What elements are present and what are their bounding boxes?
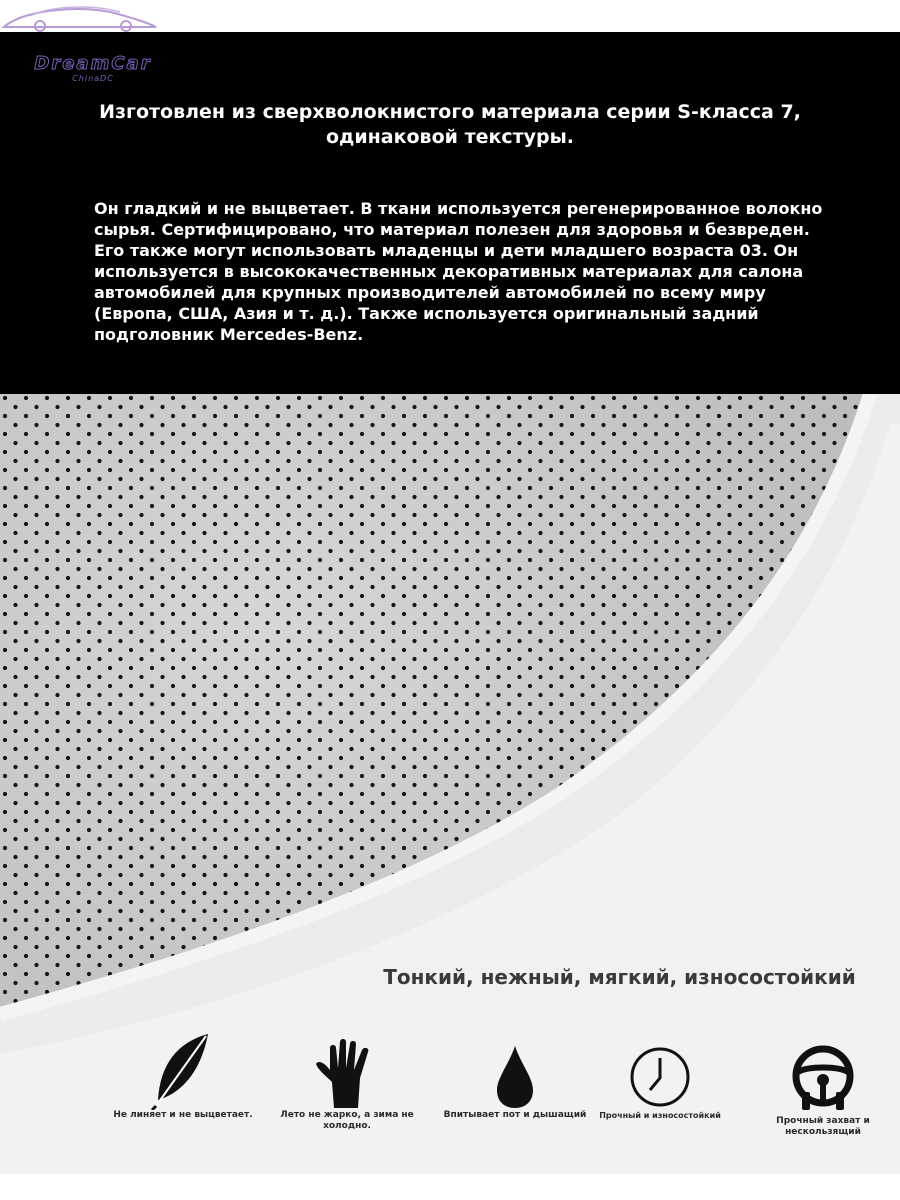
glove-icon [312, 1038, 382, 1110]
feature-item [590, 1044, 730, 1121]
description: Он гладкий и не выцветает. В ткани используется регенерированное волокно сырья. Сертифицировано, что материал полезен для здоровья и безвреден. Его также могут использовать младенцы и дети младшего возраста 03. Он используется в высококачественных декоративных материалах для салона автомобилей для крупных производителей автомобилей по всему миру (Европа, США, Азия и т. д.). Также используется оригинальный задний подголовник Mercedes-Benz. [94, 199, 823, 344]
feature-item [440, 1044, 590, 1121]
feature-label: Лето не жарко, а зима не холодно. [280, 1110, 414, 1131]
info-panel [0, 32, 900, 394]
feature-label: Не линяет и не выцветает. [113, 1110, 253, 1120]
steering-wheel-icon [788, 1044, 858, 1116]
feather-icon [148, 1030, 218, 1110]
feature-label: Впитывает пот и дышащий [443, 1110, 587, 1120]
feature-item [760, 1044, 886, 1138]
tagline: Тонкий, нежный, мягкий, износостойкий [362, 950, 877, 1004]
brand-logo [8, 54, 178, 84]
brand-name: DreamCar [34, 53, 152, 74]
car-silhouette-icon [0, 0, 170, 32]
clock-icon [628, 1044, 692, 1110]
top-strip [0, 0, 900, 32]
feature-item [272, 1038, 422, 1132]
drop-icon [495, 1044, 535, 1110]
bottom-strip [0, 1174, 900, 1200]
feature-label: Прочный и износостойкий [599, 1111, 721, 1120]
feature-label: Прочный захват и нескользящий [776, 1116, 870, 1137]
headline: Изготовлен из сверхволокнистого материала серии S-класса 7, одинаковой текстуры. [99, 101, 801, 148]
brand-sub: ChinaDC [72, 74, 114, 83]
feature-item [108, 1030, 258, 1121]
